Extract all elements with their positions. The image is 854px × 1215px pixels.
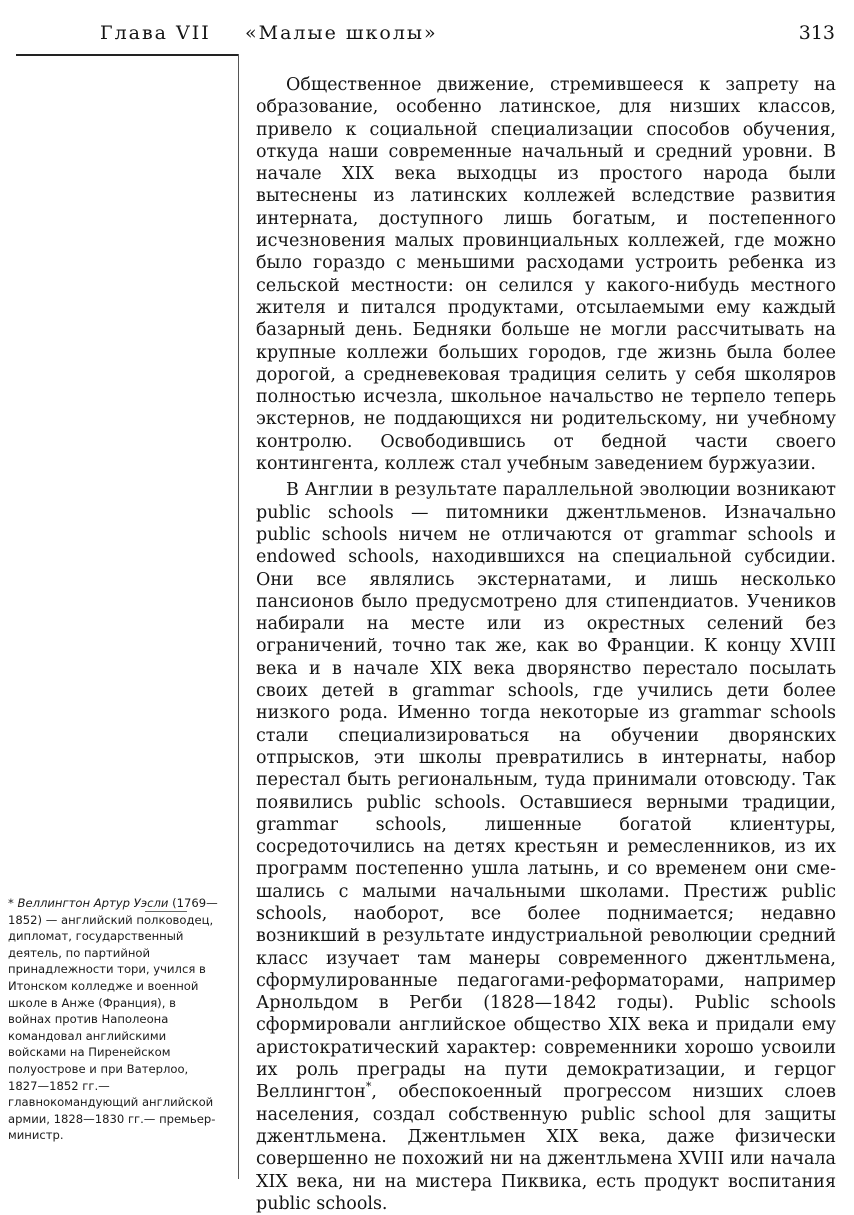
margin-rule xyxy=(238,54,239,1179)
footnote-text: (1769—1852) — английский полководец, дипломат, государственный деятель, по партийной принадлежности тори, учился в Итонском колледже и военной школе в Анже (Франция), в войнах против Наполеона командовал английскими войсками на Пиренейском полуострове и при Ватерлоо, 1827—1852 гг.— главнокомандующий английской армии, 1828—1830 гг.— премьер-министр. xyxy=(8,896,218,1143)
header-rule xyxy=(16,54,238,56)
chapter-title: Глава VII xyxy=(100,22,211,44)
footnote-reference: * xyxy=(365,1080,372,1094)
running-header xyxy=(100,20,835,46)
main-text xyxy=(256,74,836,1215)
paragraph-2-part-2: , обеспокоенный прогрессом низших слоев населения, создал собственную public school для защиты джентльмена. Джентльмен XIX века, даже физически совершенно не похожий ни на джентльмена XVIII или начала XIX века, ни на мистера Пиквика, есть продукт воспитания public schools. xyxy=(256,1082,836,1214)
footnote-name: Веллингтон Артур Уэсли xyxy=(17,896,169,910)
page-number: 313 xyxy=(798,22,835,44)
footnote-marker: * xyxy=(8,896,14,910)
paragraph-2 xyxy=(256,479,836,1215)
footnote xyxy=(8,895,220,1144)
paragraph-1: Общественное движение, стремившееся к запрету на образование, особенно латинское, для низших классов, привело к социальной специализации способов обучения, откуда наши современные начальный и средний уровни. В начале XIX века выходцы из простого народа были вытеснены из латинских коллежей вследствие развития интерната, доступного лишь богатым, и постепенного исчезновения малых провинциальных коллежей, где можно было гораздо с меньшими расходами устроить ребенка из сельской местности: он селился у какого-нибудь местного жителя и питался продуктами, отсылаемыми ему каждый базарный день. Бедняки больше не могли рассчитывать на крупные коллежи больших городов, где жизнь была более дорогой, а средневековая традиция селить у себя школяров полностью исчезла, школьное начальство не терпело теперь экстернов, не поддающихся ни родительскому, ни учебному контролю. Освободившись от бедной части своего контингента, коллеж стал учебным заведением буржуазии. xyxy=(256,75,836,475)
section-title: «Малые школы» xyxy=(245,22,438,44)
paragraph-2-part-1: В Англии в результате параллельной эволюции возникают public schools — питомники джентльменов. Изначально public schools ничем не отличаются от grammar schools и endowed schools, находившихся на специальной субсидии. Они все являлись экстернатами, и лишь несколько пансионов было предусмотрено для стипендиатов. Учеников набирали на месте или из окрестных селений без ограничений, точно так же, как во Франции. К концу XVIII века и в начале XIX века дворянство перестало посылать своих детей в grammar schools, где учились дети более низкого рода. Именно тогда некоторые из grammar schools стали специализироваться на обучении дворянских отпрысков, эти школы превратились в интернаты, набор перестал быть региональным, туда принимали отовсюду. Так появились public schools. Оставшиеся верными традиции, grammar schools, лишенные богатой клиентуры, сосредоточились на детях крестьян и ремесленников, из их программ постепенно ушла латынь, и со временем они смешались с малыми начальными школами. Престиж public schools, наоборот, все более поднимается; недавно возникший в результате индустриальной революции средний класс изучает там манеры современного джентльмена, сформулированные педагогами-реформаторами, например Арнольдом в Регби (1828—1842 годы). Public schools сформировали английское общество XIX века и придали ему аристократический характер: современники хорошо усвоили их роль преграды на пути демократизации, и герцог Веллингтон xyxy=(256,480,836,1103)
